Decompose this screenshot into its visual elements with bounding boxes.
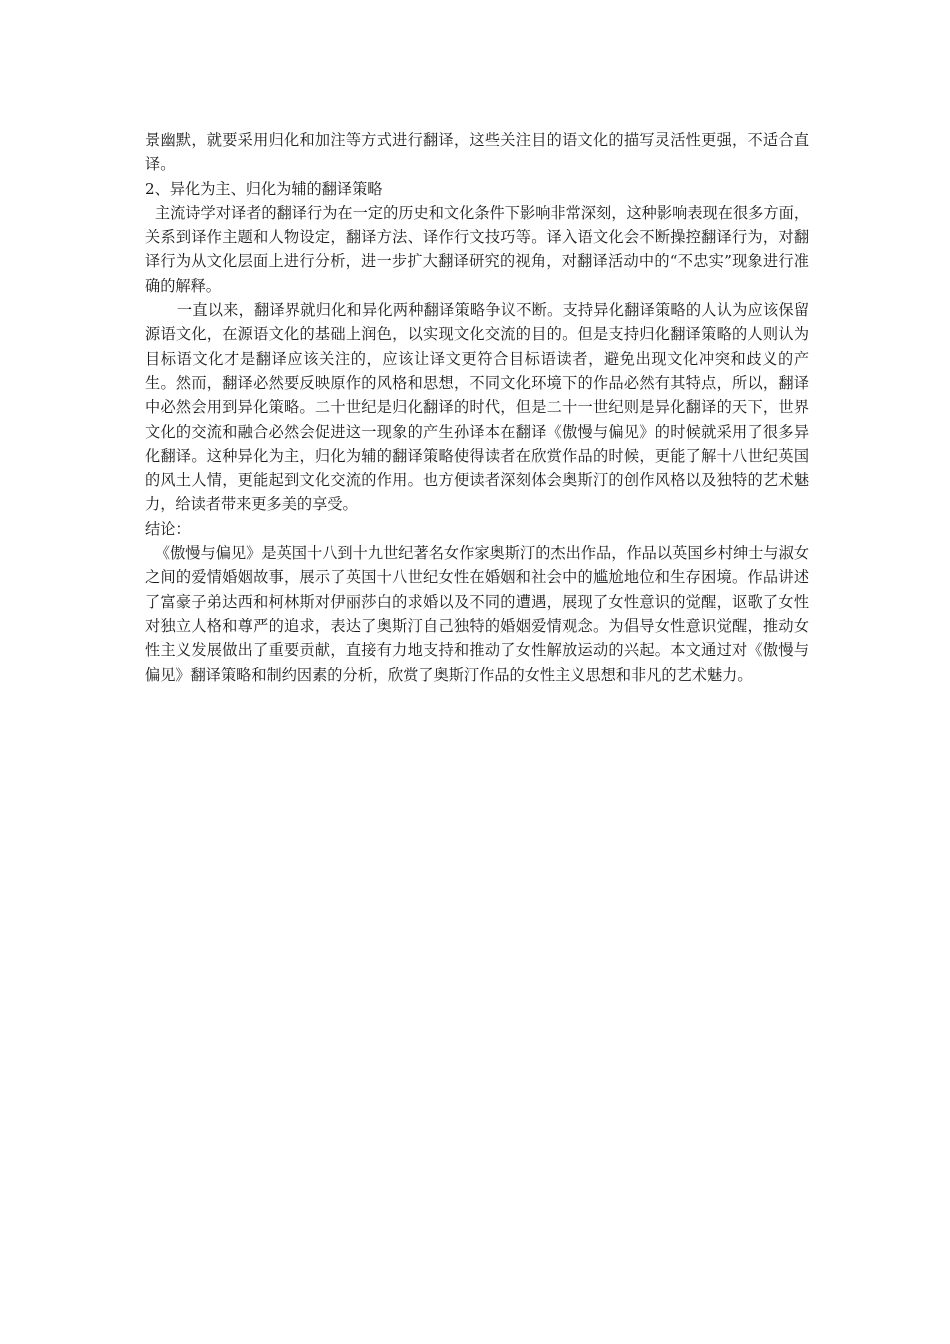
paragraph-continued: 景幽默，就要采用归化和加注等方式进行翻译，这些关注目的语文化的描写灵活性更强，不适合直译。	[145, 131, 809, 174]
paragraph-debate: 一直以来，翻译界就归化和异化两种翻译策略争议不断。支持异化翻译策略的人认为应该保留源语文化，在源语文化的基础上润色，以实现文化交流的目的。但是支持归化翻译策略的人则认为目标语文化才是翻译应该关注的，应该让译文更符合目标语读者，避免出现文化冲突和歧义的产生。然而，翻译必然要反映原作的风格和思想，不同文化环境下的作品必然有其特点，所以，翻译中必然会用到异化策略。二十世纪是归化翻译的时代，但是二十一世纪则是异化翻译的天下，世界文化的交流和融合必然会促进这一现象的产生孙译本在翻译《傲慢与偏见》的时候就采用了很多异化翻译。这种异化为主，归化为辅的翻译策略使得读者在欣赏作品的时候，更能了解十八世纪英国的风土人情，更能起到文化交流的作用。也方便读者深刻体会奥斯汀的创作风格以及独特的艺术魅力，给读者带来更多美的享受。	[145, 301, 809, 514]
conclusion-heading: 结论：	[145, 519, 191, 538]
document-body	[145, 128, 809, 687]
paragraph-poetics: 主流诗学对译者的翻译行为在一定的历史和文化条件下影响非常深刻，这种影响表现在很多方面，关系到译作主题和人物设定，翻译方法、译作行文技巧等。译入语文化会不断操控翻译行为，对翻译行为从文化层面上进行分析，进一步扩大翻译研究的视角，对翻译活动中的“不忠实”现象进行准确的解释。	[145, 203, 809, 295]
paragraph-conclusion: 《傲慢与偏见》是英国十八到十九世纪著名女作家奥斯汀的杰出作品，作品以英国乡村绅士与淑女之间的爱情婚姻故事，展示了英国十八世纪女性在婚姻和社会中的尴尬地位和生存困境。作品讲述了富豪子弟达西和柯林斯对伊丽莎白的求婚以及不同的遭遇，展现了女性意识的觉醒，讴歌了女性对独立人格和尊严的追求，表达了奥斯汀自己独特的婚姻爱情观念。为倡导女性意识觉醒，推动女性主义发展做出了重要贡献，直接有力地支持和推动了女性解放运动的兴起。本文通过对《傲慢与偏见》翻译策略和制约因素的分析，欣赏了奥斯汀作品的女性主义思想和非凡的艺术魅力。	[145, 544, 809, 684]
section-heading: 2、异化为主、归化为辅的翻译策略	[145, 179, 383, 198]
